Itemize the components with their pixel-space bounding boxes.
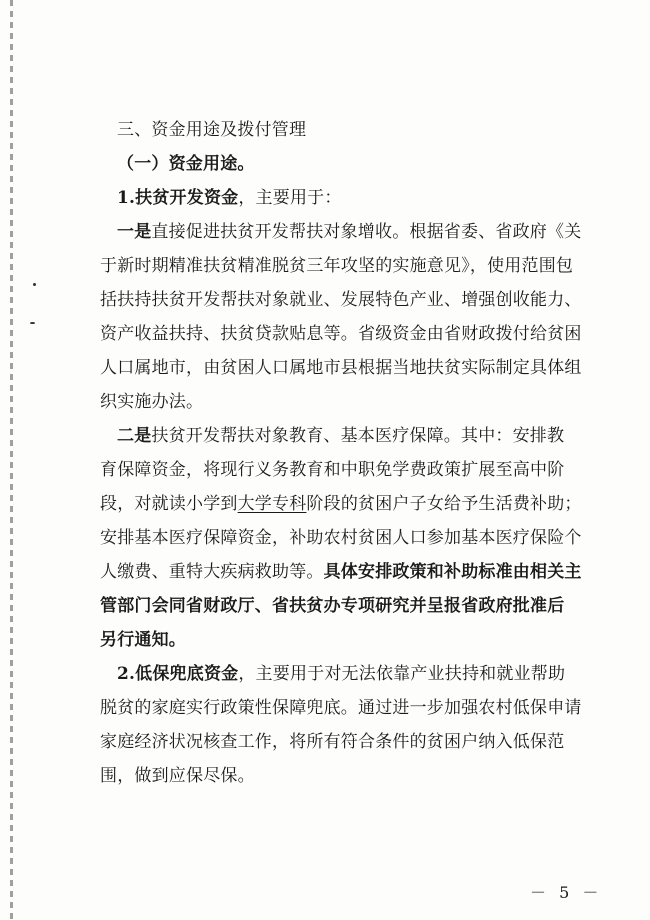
para1-line: 织实施办法。	[100, 392, 204, 412]
item1-heading	[100, 181, 590, 215]
subsection-heading: （一）资金用途。	[117, 154, 255, 174]
page-number: － 5 －	[530, 883, 603, 902]
para2-bold-text: 具体安排政策和补助标准由相关主	[323, 562, 582, 582]
item2-label: 2.低保兜底资金	[117, 664, 239, 684]
scan-speck	[30, 322, 35, 324]
underlined-text: 大学专科	[237, 494, 307, 514]
para2-line	[100, 419, 590, 453]
para1-text: 直接促进扶贫开发帮扶对象增收。根据省委、省政府《关	[151, 222, 582, 242]
para2-text: 扶贫开发帮扶对象教育、基本医疗保障。其中：安排教	[151, 426, 565, 446]
para2-text: 段，对就读小学到	[100, 494, 238, 514]
item2-line: 围，做到应保尽保。	[100, 766, 255, 786]
para2-line: 另行通知。	[100, 630, 186, 650]
item2-line: 脱贫的家庭实行政策性保障兜底。通过进一步加强农村低保申请	[100, 698, 582, 718]
item1-label: 1.扶贫开发资金	[117, 188, 239, 208]
para2-line: 育保障资金，将现行义务教育和中职免学费政策扩展至高中阶	[100, 460, 565, 480]
para2-line	[100, 555, 590, 589]
document-body	[100, 113, 590, 793]
item2-line	[100, 657, 590, 691]
para2-line: 安排基本医疗保障资金，补助农村贫困人口参加基本医疗保险个	[100, 528, 582, 548]
para2-lead: 二是	[117, 426, 152, 446]
scan-speck	[33, 283, 36, 286]
para1-lead: 一是	[117, 222, 152, 242]
para1-line	[100, 215, 590, 249]
item2-text: ，主要用于对无法依靠产业扶持和就业帮助	[238, 664, 566, 684]
item1-rest: ，主要用于：	[238, 188, 342, 208]
para1-line: 括扶持扶贫开发帮扶对象就业、发展特色产业、增强创收能力、	[100, 290, 582, 310]
section-title: 三、资金用途及拨付管理	[117, 120, 307, 140]
para1-line: 于新时期精准扶贫精准脱贫三年攻坚的实施意见》，使用范围包	[100, 256, 574, 276]
para2-line: 管部门会同省财政厅、省扶贫办专项研究并呈报省政府批准后	[100, 596, 565, 616]
para2-text: 人缴费、重特大疾病救助等。	[100, 562, 324, 582]
para1-line: 人口属地市，由贫困人口属地市县根据当地扶贫实际制定具体组	[100, 358, 582, 378]
item2-line: 家庭经济状况核查工作，将所有符合条件的贫困户纳入低保范	[100, 732, 565, 752]
para2-line	[100, 487, 590, 521]
para1-line: 资产收益扶持、扶贫贷款贴息等。省级资金由省财政拨付给贫困	[100, 324, 582, 344]
para2-text: 阶段的贫困户子女给予生活费补助；	[306, 494, 582, 514]
binding-edge	[10, 0, 13, 920]
